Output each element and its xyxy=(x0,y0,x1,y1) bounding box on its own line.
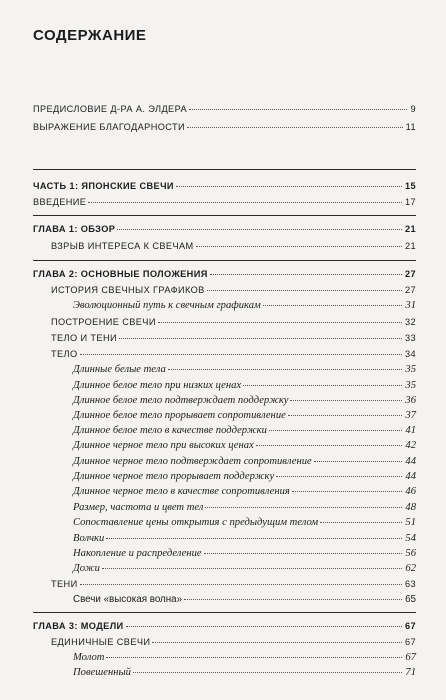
dot-leader xyxy=(314,461,403,462)
toc-entry-title: ЧАСТЬ 1: ЯПОНСКИЕ СВЕЧИ xyxy=(33,181,174,191)
toc-entry-title: Сопоставление цены открытия с предыдущим телом xyxy=(73,517,319,528)
dot-leader xyxy=(119,338,402,339)
dot-leader xyxy=(189,109,407,110)
dot-leader xyxy=(102,568,402,569)
toc-entry-title: Дожи xyxy=(73,563,100,574)
toc-entry-title: ВЫРАЖЕНИЕ БЛАГОДАРНОСТИ xyxy=(33,122,186,132)
toc-entry xyxy=(73,593,416,606)
toc-entry-title: ГЛАВА 1: ОБЗОР xyxy=(33,224,116,234)
toc-entry-page: 48 xyxy=(405,502,416,513)
toc-entry xyxy=(51,284,416,297)
toc-entry-page: 11 xyxy=(405,122,416,132)
dot-leader xyxy=(106,657,402,658)
toc-entry xyxy=(73,547,416,560)
dot-leader xyxy=(292,491,403,492)
toc-entry xyxy=(73,516,416,529)
toc-entry-title: Молот xyxy=(73,652,105,663)
dot-leader xyxy=(168,369,403,370)
toc-entry xyxy=(73,562,416,575)
toc-entry-title: ГЛАВА 3: МОДЕЛИ xyxy=(33,621,124,631)
dot-leader xyxy=(152,642,402,643)
dot-leader xyxy=(207,290,402,291)
toc-entry-title: ГЛАВА 2: ОСНОВНЫЕ ПОЛОЖЕНИЯ xyxy=(33,269,208,279)
toc-entry xyxy=(51,578,416,591)
toc-entry xyxy=(33,268,416,281)
toc-entry-title: ТЕНИ xyxy=(51,579,78,589)
toc-entry-page: 56 xyxy=(405,548,416,559)
dot-leader xyxy=(117,229,402,230)
toc-entry xyxy=(33,180,416,193)
toc-entry xyxy=(73,394,416,407)
dot-leader xyxy=(187,127,403,128)
toc-entry-title: Длинное белое тело в качестве поддержки xyxy=(73,425,267,436)
toc-entry-title: Длинное черное тело прорывает поддержку xyxy=(73,471,275,482)
toc-entry-page: 63 xyxy=(404,579,416,589)
toc-entry-page: 65 xyxy=(405,594,416,605)
section-divider xyxy=(33,169,416,170)
toc-entry-title: Длинное черное тело в качестве сопротивления xyxy=(73,486,290,497)
toc-entry-title: ЕДИНИЧНЫЕ СВЕЧИ xyxy=(51,637,151,647)
toc-entry-page: 46 xyxy=(405,486,416,497)
dot-leader xyxy=(263,305,403,306)
toc-entry-title: Длинное белое тело подтверждает поддержку xyxy=(73,395,289,406)
dot-leader xyxy=(269,430,402,431)
toc-entry-title: Длинное черное тело подтверждает сопротивление xyxy=(73,456,312,467)
toc-entry-title: Длинные белые тела xyxy=(73,364,166,375)
toc-entry-page: 21 xyxy=(404,224,416,234)
toc-entry xyxy=(73,501,416,514)
toc-entry xyxy=(73,485,416,498)
dot-leader xyxy=(80,584,402,585)
toc-entry-title: Длинное белое тело прорывает сопротивление xyxy=(73,410,286,421)
dot-leader xyxy=(106,538,402,539)
toc-entry-page: 54 xyxy=(405,533,416,544)
dot-leader xyxy=(210,274,402,275)
toc-entry xyxy=(51,316,416,329)
page-title: СОДЕРЖАНИЕ xyxy=(33,27,147,44)
toc-entry xyxy=(73,470,416,483)
toc-entry xyxy=(33,121,416,134)
toc-entry-page: 44 xyxy=(405,456,416,467)
toc-entry-title: Накопление и распределение xyxy=(73,548,202,559)
dot-leader xyxy=(88,202,402,203)
toc-entry-page: 21 xyxy=(404,241,416,251)
section-divider xyxy=(33,215,416,216)
toc-entry xyxy=(51,348,416,361)
toc-entry-page: 34 xyxy=(404,349,416,359)
toc-entry xyxy=(73,532,416,545)
toc-entry xyxy=(73,666,416,679)
toc-entry-title: ВЗРЫВ ИНТЕРЕСА К СВЕЧАМ xyxy=(51,241,194,251)
dot-leader xyxy=(276,476,402,477)
toc-entry-page: 71 xyxy=(405,667,416,678)
toc-entry xyxy=(73,455,416,468)
toc-entry-title: Эволюционный путь к свечным графикам xyxy=(73,300,261,311)
toc-entry-page: 42 xyxy=(405,440,416,451)
toc-entry xyxy=(51,636,416,649)
toc-entry-page: 35 xyxy=(405,364,416,375)
dot-leader xyxy=(256,445,403,446)
toc-entry-title: Волчки xyxy=(73,533,105,544)
toc-entry xyxy=(51,332,416,345)
toc-entry-title: Размер, частота и цвет тел xyxy=(73,502,204,513)
section-divider xyxy=(33,612,416,613)
toc-entry-page: 51 xyxy=(405,517,416,528)
toc-entry-title: Длинное белое тело при низких ценах xyxy=(73,380,242,391)
dot-leader xyxy=(288,415,403,416)
dot-leader xyxy=(80,354,402,355)
dot-leader xyxy=(176,186,402,187)
toc-entry xyxy=(33,223,416,236)
toc-entry-title: ПРЕДИСЛОВИЕ Д-РА А. ЭЛДЕРА xyxy=(33,104,188,114)
toc-entry-page: 33 xyxy=(404,333,416,343)
dot-leader xyxy=(204,553,403,554)
toc-entry-page: 15 xyxy=(404,181,416,191)
dot-leader xyxy=(133,672,402,673)
toc-entry-page: 17 xyxy=(404,197,416,207)
toc-entry-title: Повешенный xyxy=(73,667,131,678)
toc-entry xyxy=(73,424,416,437)
toc-entry-title: ИСТОРИЯ СВЕЧНЫХ ГРАФИКОВ xyxy=(51,285,205,295)
toc-entry-page: 67 xyxy=(404,621,416,631)
dot-leader xyxy=(243,385,402,386)
toc-entry xyxy=(51,240,416,253)
toc-entry-page: 9 xyxy=(410,104,416,114)
toc-entry-page: 32 xyxy=(404,317,416,327)
toc-entry xyxy=(73,379,416,392)
toc-entry-page: 67 xyxy=(405,652,416,663)
toc-entry-page: 37 xyxy=(405,410,416,421)
toc-entry-page: 41 xyxy=(405,425,416,436)
section-divider xyxy=(33,260,416,261)
toc-entry xyxy=(73,439,416,452)
toc-entry-title: ТЕЛО И ТЕНИ xyxy=(51,333,118,343)
dot-leader xyxy=(184,599,402,600)
toc-entry-page: 62 xyxy=(405,563,416,574)
toc-entry-page: 44 xyxy=(405,471,416,482)
toc-entry-title: ПОСТРОЕНИЕ СВЕЧИ xyxy=(51,317,156,327)
toc-entry xyxy=(73,651,416,664)
toc-entry-page: 67 xyxy=(404,637,416,647)
toc-entry-title: ВВЕДЕНИЕ xyxy=(33,197,87,207)
toc-entry xyxy=(33,196,416,209)
dot-leader xyxy=(320,522,402,523)
dot-leader xyxy=(290,400,402,401)
toc-entry-page: 27 xyxy=(404,269,416,279)
toc-entry xyxy=(33,103,416,116)
dot-leader xyxy=(126,626,402,627)
toc-entry-title: Длинное черное тело при высоких ценах xyxy=(73,440,254,451)
toc-entry-title: Свечи «высокая волна» xyxy=(73,594,183,605)
dot-leader xyxy=(205,507,402,508)
toc-entry xyxy=(73,409,416,422)
dot-leader xyxy=(158,322,402,323)
toc-entry xyxy=(73,363,416,376)
toc-entry-page: 36 xyxy=(405,395,416,406)
toc-entry xyxy=(73,299,416,312)
toc-entry-page: 35 xyxy=(405,380,416,391)
dot-leader xyxy=(196,246,402,247)
toc-entry-page: 27 xyxy=(404,285,416,295)
toc-entry xyxy=(33,620,416,633)
toc-entry-title: ТЕЛО xyxy=(51,349,78,359)
toc-entry-page: 31 xyxy=(405,300,416,311)
